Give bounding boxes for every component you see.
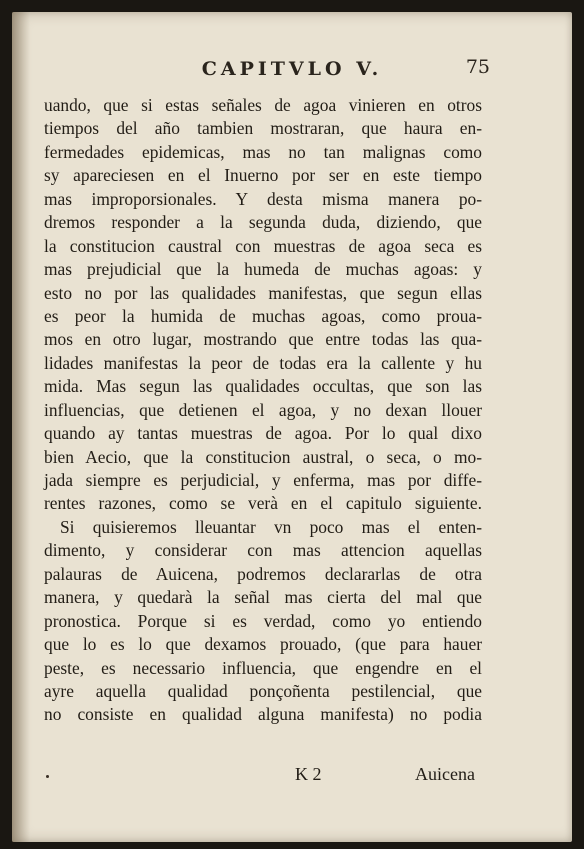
text-line: tiempos del año tambien mostraran, que haura en- <box>44 118 482 139</box>
text-line: bien Aecio, que la constitucion austral, o seca, o mo- <box>44 446 482 467</box>
text-line: mos en otro lugar, mostrando que entre todas las qua- <box>44 329 482 350</box>
text-line: mas improporsionales. Y desta misma manera po- <box>44 188 482 209</box>
page-number: 75 <box>465 56 490 78</box>
text-line: quando ay tantas muestras de agoa. Por lo qual dixo <box>44 423 482 444</box>
text-line: dimento, y considerar con mas attencion aquellas <box>44 540 482 561</box>
text-line: palauras de Auicena, podremos declararlas de otra <box>44 563 482 584</box>
text-line: rentes razones, como se verà en el capitulo siguiente. <box>44 493 482 514</box>
catchword: Auicena <box>415 764 475 784</box>
text-line: la constitucion caustral con muestras de agoa seca es <box>44 235 482 256</box>
text-line: peste, es necessario influencia, que engendre en el <box>44 657 482 678</box>
book-page <box>12 12 572 842</box>
text-line: manera, y quedarà la señal mas cierta del mal que <box>44 587 482 608</box>
text-line: esto no por las qualidades manifestas, que segun ellas <box>44 282 482 303</box>
text-line: es peor la humida de muchas agoas, como proua- <box>44 305 482 326</box>
body-text <box>44 94 482 727</box>
printer-mark <box>46 775 49 778</box>
text-line: que lo es lo que dexamos prouado, (que para hauer <box>44 634 482 655</box>
text-line: dremos responder a la segunda duda, diziendo, que <box>44 212 482 233</box>
text-line: influencias, que detienen el agoa, y no dexan llouer <box>44 399 482 420</box>
signature-mark: K 2 <box>295 764 322 784</box>
running-title: CAPITVLO V. <box>201 58 383 80</box>
text-line: mas prejudicial que la humeda de muchas agoas: y <box>44 259 482 280</box>
text-line: uando, que si estas señales de agoa vinieren en otros <box>44 95 482 115</box>
text-line: sy apareciesen en el Inuerno por ser en este tiempo <box>44 165 482 186</box>
text-line: fermedades epidemicas, mas no tan malignas como <box>44 141 482 162</box>
text-line: no consiste en qualidad alguna manifesta) no podia <box>44 704 482 725</box>
text-line: mida. Mas segun las qualidades occultas, que son las <box>44 376 482 397</box>
page-gutter-shadow <box>12 12 30 842</box>
text-line: pronostica. Porque si es verdad, como yo entiendo <box>44 610 482 631</box>
text-line: jada siempre es perjudicial, y enferma, mas por diffe- <box>44 470 482 490</box>
text-line: ayre aquella qualidad ponçoñenta pestilencial, que <box>44 680 482 701</box>
text-line: lidades manifestas la peor de todas era la callente y hu <box>44 352 482 373</box>
text-line: Si quisieremos lleuantar vn poco mas el enten- <box>60 516 482 537</box>
